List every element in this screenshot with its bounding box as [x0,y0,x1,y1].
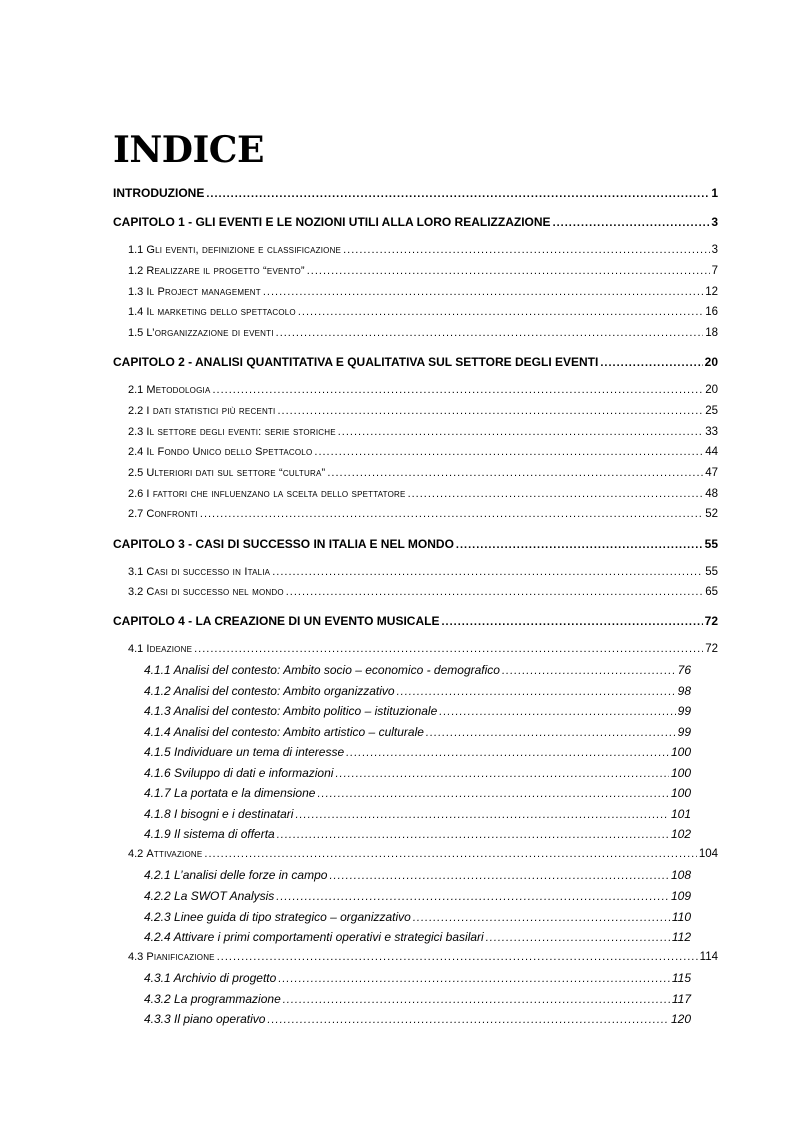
toc-chapter-3[interactable] [113,537,718,551]
toc-page: 101 [670,807,691,821]
toc-subsection-4-1-3[interactable] [144,704,691,718]
toc-subsection-4-3-2[interactable] [144,992,691,1006]
toc-subsection-4-1-2[interactable] [144,684,691,698]
toc-section-4-3[interactable] [128,951,718,963]
toc-section-2-4[interactable] [128,446,718,458]
leader-dots [295,809,669,821]
leader-dots [272,566,703,578]
toc-label: Confronti [146,508,198,520]
toc-label: Ulteriori dati sul settore “cultura” [146,467,326,479]
toc-page: 112 [671,930,691,944]
leader-dots [298,306,703,318]
toc-number: 2.5 [128,467,144,479]
toc-label: Casi di successo in Italia [146,566,271,578]
toc-label: CAPITOLO 3 - CASI DI SUCCESSO IN ITALIA E NEL MONDO [113,537,454,551]
toc-section-2-5[interactable] [128,467,718,479]
toc-page: 120 [670,1012,691,1026]
leader-dots [439,706,675,718]
toc-label: Gli eventi, definizione e classificazione [146,244,342,256]
toc-label: 4.2.4 Attivare i primi comportamenti operativi e strategici basilari [144,930,484,944]
toc-label: 4.3.1 Archivio di progetto [144,971,277,985]
toc-number: 3.1 [128,566,144,578]
toc-section-1-4[interactable] [128,306,718,318]
toc-subsection-4-2-2[interactable] [144,889,691,903]
toc-section-4-2[interactable] [128,848,718,860]
toc-subsection-4-2-1[interactable] [144,868,691,882]
toc-section-3-1[interactable] [128,566,718,578]
toc-label: 4.1.3 Analisi del contesto: Ambito politico – istituzionale [144,704,438,718]
leader-dots [276,327,704,339]
toc-label: Il settore degli eventi: serie storiche [146,426,336,438]
toc-page: 76 [677,663,691,677]
toc-section-2-7[interactable] [128,508,718,520]
leader-dots [283,994,670,1006]
toc-page: 99 [677,725,691,739]
toc-label: Metodologia [146,384,211,396]
leader-dots [263,286,703,298]
toc-label: 4.1.7 La portata e la dimensione [144,786,316,800]
toc-label: INTRODUZIONE [113,186,205,200]
toc-subsection-4-2-3[interactable] [144,910,691,924]
leader-dots [217,951,698,963]
toc-page: 33 [705,426,718,438]
toc-number: 1.2 [128,265,144,277]
toc-number: 1.4 [128,306,144,318]
toc-section-1-3[interactable] [128,286,718,298]
toc-page: 115 [671,971,691,985]
toc-label: L’organizzazione di eventi [146,327,274,339]
toc-label: CAPITOLO 1 - GLI EVENTI E LE NOZIONI UTILI ALLA LORO REALIZZAZIONE [113,215,551,229]
toc-subsection-4-1-4[interactable] [144,725,691,739]
leader-dots [553,217,710,229]
toc-subsection-4-1-8[interactable] [144,807,691,821]
toc-number: 4.3 [128,951,144,963]
toc-subsection-4-1-6[interactable] [144,766,691,780]
toc-label: 4.3.2 La programmazione [144,992,281,1006]
toc-page: 1 [711,186,718,200]
page-title: INDICE [113,129,264,171]
toc-label: 4.1.5 Individuare un tema di interesse [144,745,345,759]
toc-number: 3.2 [128,586,144,598]
leader-dots [343,244,710,256]
toc-chapter-4[interactable] [113,614,718,628]
toc-number: 4.2 [128,848,144,860]
toc-label: 4.1.1 Analisi del contesto: Ambito socio – economico - demografico [144,663,500,677]
toc-number: 2.2 [128,405,144,417]
toc-page: 104 [698,848,718,860]
toc-label: Il marketing dello spettacolo [146,306,296,318]
toc-page: 3 [711,244,718,256]
toc-label: I dati statistici più recenti [146,405,276,417]
toc-section-4-1[interactable] [128,643,718,655]
toc-subsection-4-2-4[interactable] [144,930,691,944]
toc-label: 4.1.9 Il sistema di offerta [144,827,275,841]
toc-page: 108 [670,868,691,882]
toc-subsection-4-1-1[interactable] [144,663,691,677]
leader-dots [277,405,703,417]
toc-page: 12 [705,286,718,298]
toc-subsection-4-3-3[interactable] [144,1012,691,1026]
toc-page: 18 [705,327,718,339]
toc-page: 100 [670,786,691,800]
leader-dots [502,665,676,677]
toc-number: 4.1 [128,643,144,655]
toc-page: 65 [705,586,718,598]
toc-number: 2.3 [128,426,144,438]
leader-dots [276,891,669,903]
toc-section-1-5[interactable] [128,327,718,339]
toc-label: CAPITOLO 4 - LA CREAZIONE DI UN EVENTO MUSICALE [113,614,440,628]
toc-number: 2.7 [128,508,144,520]
toc-label: 4.2.3 Linee guida di tipo strategico – organizzativo [144,910,411,924]
toc-subsection-4-3-1[interactable] [144,971,691,985]
toc-page: 7 [711,265,718,277]
toc-label: Pianificazione [146,951,215,963]
leader-dots [200,508,703,520]
leader-dots [408,488,704,500]
toc-page: 44 [705,446,718,458]
toc-section-1-2[interactable] [128,265,718,277]
leader-dots [286,586,703,598]
leader-dots [413,912,670,924]
toc-page: 25 [705,405,718,417]
leader-dots [277,829,669,841]
toc-label: 4.1.6 Sviluppo di dati e informazioni [144,766,334,780]
leader-dots [327,467,703,479]
toc-label: Casi di successo nel mondo [146,586,284,598]
toc-page: 102 [670,827,691,841]
toc-page: 20 [704,355,718,369]
toc-page: 114 [699,951,718,963]
toc-page: 109 [670,889,691,903]
toc-page: 47 [705,467,718,479]
leader-dots [397,686,676,698]
toc-number: 1.5 [128,327,144,339]
toc-section-2-6[interactable] [128,488,718,500]
leader-dots [338,426,703,438]
toc-page: 20 [705,384,718,396]
toc-page: 3 [711,215,718,229]
toc-label: Il Project management [146,286,261,298]
toc-page: 99 [677,704,691,718]
leader-dots [212,384,703,396]
toc-page: 72 [704,614,718,628]
leader-dots [346,747,669,759]
toc-page: 110 [671,910,691,924]
toc-label: Il Fondo Unico dello Spettacolo [146,446,313,458]
leader-dots [267,1014,669,1026]
leader-dots [600,357,702,369]
leader-dots [307,265,710,277]
toc-number: 2.4 [128,446,144,458]
toc-page: 117 [671,992,691,1006]
toc-label: 4.1.4 Analisi del contesto: Ambito artistico – culturale [144,725,424,739]
toc-chapter-2[interactable] [113,355,718,369]
leader-dots [194,643,703,655]
toc-subsection-4-1-7[interactable] [144,786,691,800]
toc-page: 100 [670,745,691,759]
toc-page: 16 [705,306,718,318]
toc-label: 4.1.8 I bisogni e i destinatari [144,807,294,821]
leader-dots [486,932,670,944]
toc-subsection-4-1-9[interactable] [144,827,691,841]
leader-dots [441,616,702,628]
toc-label: Ideazione [146,643,193,655]
toc-section-2-1[interactable] [128,384,718,396]
toc-section-3-2[interactable] [128,586,718,598]
toc-intro[interactable] [113,186,718,200]
toc-label: I fattori che influenzano la scelta dello spettatore [146,488,406,500]
toc-page: 52 [705,508,718,520]
toc-subsection-4-1-5[interactable] [144,745,691,759]
toc-page: 100 [670,766,691,780]
leader-dots [456,539,703,551]
toc-page: 98 [677,684,691,698]
leader-dots [329,870,669,882]
toc-label: CAPITOLO 2 - ANALISI QUANTITATIVA E QUALITATIVA SUL SETTORE DEGLI EVENTI [113,355,599,369]
toc-number: 1.1 [128,244,144,256]
toc-number: 1.3 [128,286,144,298]
toc-number: 2.6 [128,488,144,500]
toc-section-1-1[interactable] [128,244,718,256]
toc-chapter-1[interactable] [113,215,718,229]
toc-section-2-2[interactable] [128,405,718,417]
toc-label: 4.2.1 L’analisi delle forze in campo [144,868,328,882]
toc-label: 4.3.3 Il piano operativo [144,1012,266,1026]
toc-section-2-3[interactable] [128,426,718,438]
toc-page: 48 [705,488,718,500]
toc-label: 4.2.2 La SWOT Analysis [144,889,275,903]
leader-dots [317,788,669,800]
toc-label: Attivazione [146,848,203,860]
leader-dots [314,446,703,458]
toc-page: 72 [705,643,718,655]
leader-dots [335,768,669,780]
leader-dots [426,727,676,739]
toc-page: 55 [704,537,718,551]
toc-label: 4.1.2 Analisi del contesto: Ambito organizzativo [144,684,395,698]
leader-dots [204,848,696,860]
toc-number: 2.1 [128,384,144,396]
toc-label: Realizzare il progetto “evento” [146,265,305,277]
leader-dots [278,973,670,985]
leader-dots [206,188,709,200]
toc-page: 55 [705,566,718,578]
